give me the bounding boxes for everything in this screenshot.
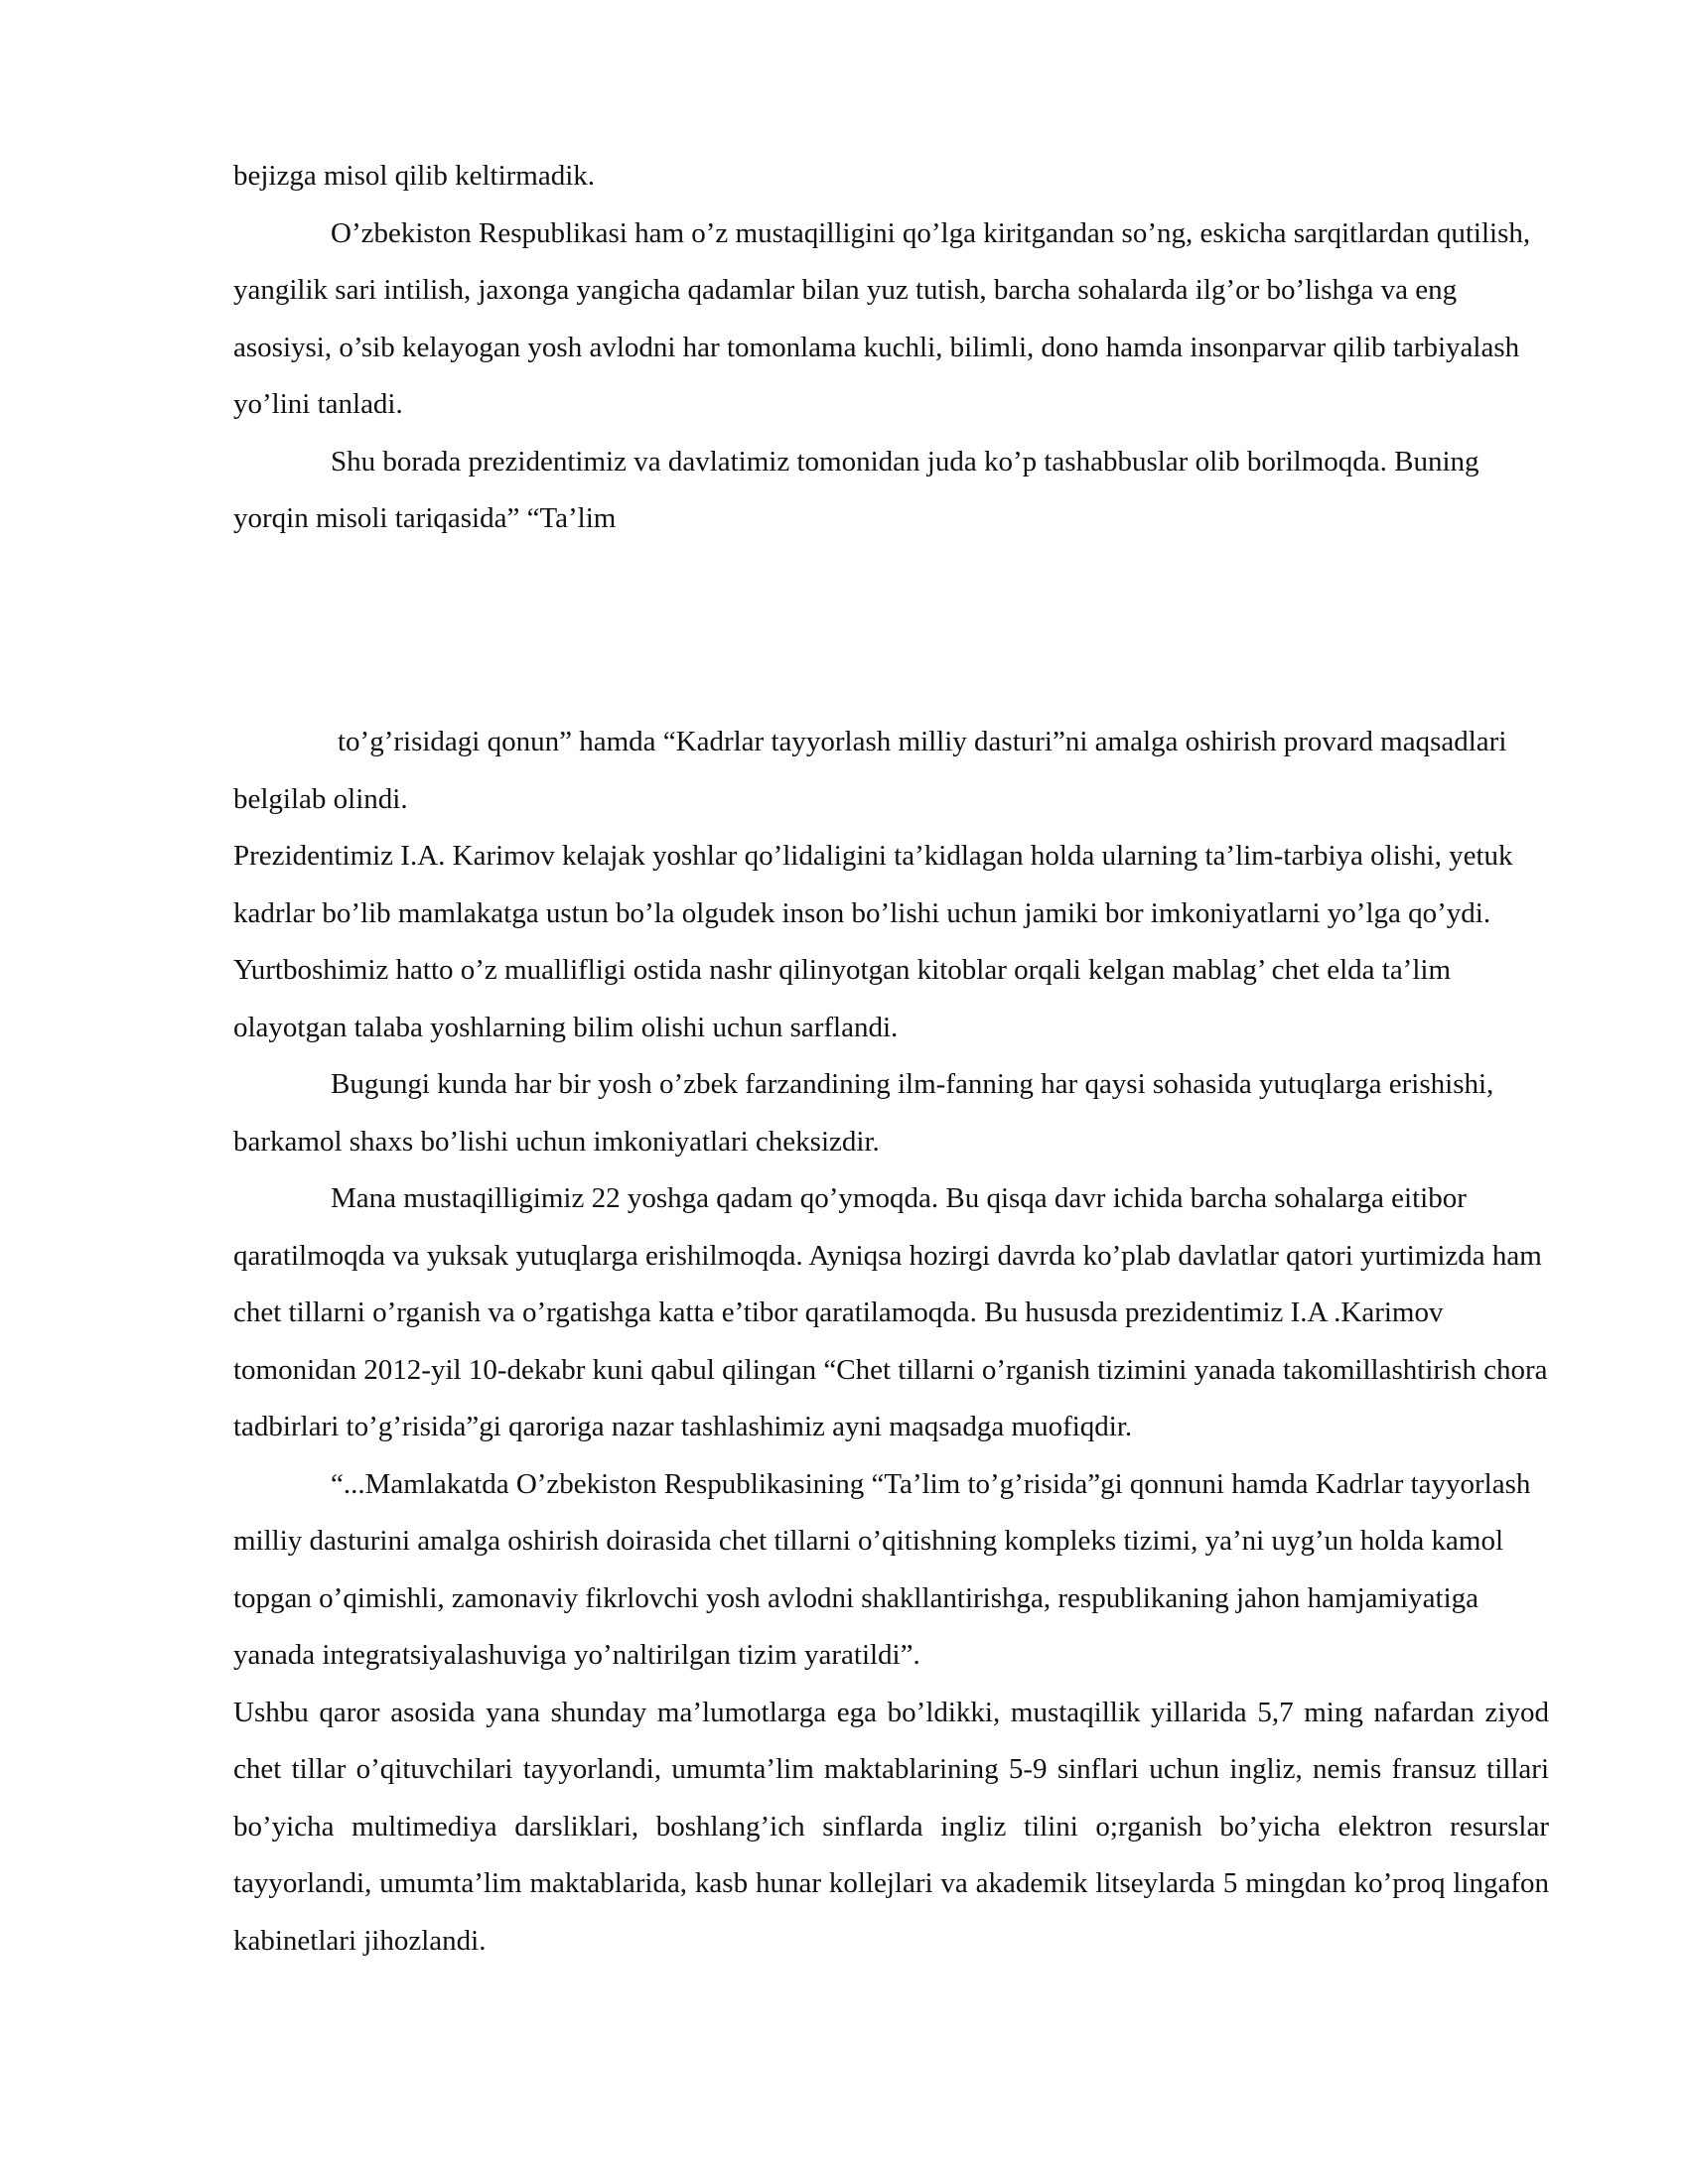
- paragraph: Mana mustaqilligimiz 22 yoshga qadam qo’ymoqda. Bu qisqa davr ichida barcha sohalarga eitibor qaratilmoqda va yuksak yutuqlarga erishilmoqda. Ayniqsa hozirgi davrda ko’plab davlatlar qatori yurtimizda ham chet tillarni o’rganish va o’rgatishga katta e’tibor qaratilamoqda. Bu hususda prezidentimiz I.A .Karimov tomonidan 2012-yil 10-dekabr kuni qabul qilingan “Chet tillarni o’rganish tizimini yanada takomillashtirish chora tadbirlari to’g’risida”gi qaroriga nazar tashlashimiz ayni maqsadga muofiqdir.: [233, 1182, 1548, 1442]
- paragraph: Prezidentimiz I.A. Karimov kelajak yoshlar qo’lidaligini ta’kidlagan holda ularning ta’lim-tarbiya olishi, yetuk kadrlar bo’lib mamlakatga ustun bo’la olgudek inson bo’lishi uchun jamiki bor imkoniyatlarni yo’lga qo’ydi. Yurtboshimiz hatto o’z muallifligi ostida nashr qilinyotgan kitoblar orqali kelgan mablag’ chet elda ta’lim olayotgan talaba yoshlarning bilim olishi uchun sarflandi.: [233, 840, 1513, 1043]
- paragraph: bejizga misol qilib keltirmadik.: [233, 160, 596, 192]
- paragraph: Shu borada prezidentimiz va davlatimiz tomonidan juda ko’p tashabbuslar olib borilmoqda. Buning yorqin misoli tariqasida” “Ta’lim: [233, 445, 1479, 534]
- paragraph: O’zbekiston Respublikasi ham o’z mustaqilligini qo’lga kiritgandan so’ng, eskicha sarqitlardan qutilish, yangilik sari intilish, jaxonga yangicha qadamlar bilan yuz tutish, barcha sohalarda ilg’or bo’lishga va eng asosiysi, o’sib kelayogan yosh avlodni har tomonlama kuchli, bilimli, dono hamda insonparvar qilib tarbiyalash yo’lini tanladi.: [233, 216, 1531, 420]
- paragraph: “...Mamlakatda O’zbekiston Respublikasining “Ta’lim to’g’risida”gi qonnuni hamda Kadrlar tayyorlash milliy dasturini amalga oshirish doirasida chet tillarni o’qitishning kompleks tizimi, ya’ni uyg’un holda kamol topgan o’qimishli, zamonaviy fikrlovchi yosh avlodni shakllantirishga, respublikaning jahon hamjamiyatiga yanada integratsiyalashuviga yo’naltirilgan tizim yaratildi”.: [233, 1467, 1531, 1671]
- paragraph: to’g’risidagi qonun” hamda “Kadrlar tayyorlash milliy dasturi”ni amalga oshirish provard maqsadlari belgilab olindi.: [233, 726, 1507, 815]
- paragraph: Bugungi kunda har bir yosh o’zbek farzandining ilm-fanning har qaysi sohasida yutuqlarga erishishi, barkamol shaxs bo’lishi uchun imkoniyatlari cheksizdir.: [233, 1068, 1494, 1158]
- text-block-bottom: [233, 714, 1549, 1970]
- paragraph: Ushbu qaror asosida yana shunday ma’lumotlarga ega bo’ldikki, mustaqillik yillarida 5,7 ming nafardan ziyod chet tillar o’qituvchilari tayyorlandi, umumta’lim maktablarining 5-9 sinflari uchun ingliz, nemis fransuz tillari bo’yicha multimediya darsliklari, boshlang’ich sinflarda ingliz tilini o;rganish bo’yicha elektron resurslar tayyorlandi, umumta’lim maktablarida, kasb hunar kollejlari va akademik litseylarda 5 mingdan ko’proq lingafon kabinetlari jihozlandi.: [233, 1696, 1549, 1957]
- text-block-top: [233, 148, 1549, 548]
